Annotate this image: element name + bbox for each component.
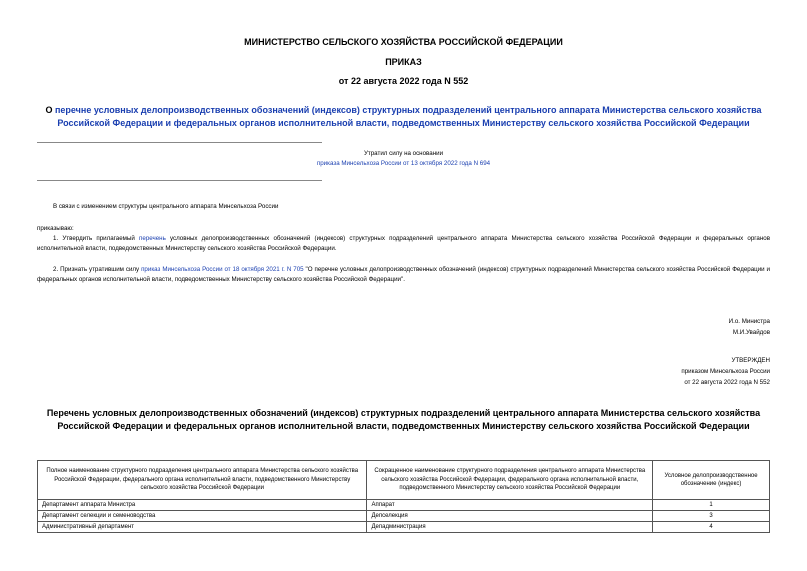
item-2-link[interactable]: приказ Минсельхоза России от 18 октября 2021 г. N 705 [141, 266, 304, 273]
approval-line-1: УТВЕРЖДЕН [731, 357, 770, 364]
table-row [38, 500, 770, 511]
title-prefix: О [45, 105, 55, 115]
document-title [0, 104, 807, 130]
item-2-text-before: 2. Признать утратившим силу [53, 266, 142, 273]
column-header-index: Условное делопроизводственное обозначение (индекс) [653, 461, 770, 500]
cell-index: 4 [653, 522, 770, 533]
item-2-paragraph [37, 265, 770, 285]
signature-block [729, 316, 770, 338]
item-1-text-after: условных делопроизводственных обозначений (индексов) структурных подразделений центрального аппарата Министерства сельского хозяйства Российской Федерации и федеральных органов исполнительной власти, подведомственных Министерству сельского хозяйства Российской Федерации. [37, 235, 771, 252]
cell-full-name: Административный департамент [38, 522, 367, 533]
cell-short-name: Депадминистрация [367, 522, 653, 533]
status-divider-bottom [37, 180, 322, 181]
cell-index: 3 [653, 511, 770, 522]
cell-short-name: Депселекция [367, 511, 653, 522]
table-row [38, 522, 770, 533]
ministry-heading: МИНИСТЕРСТВО СЕЛЬСКОГО ХОЗЯЙСТВА РОССИЙСКОЙ ФЕДЕРАЦИИ [244, 37, 563, 47]
approval-line-2: приказом Минсельхоза России [681, 368, 770, 375]
command-paragraph: приказываю: [37, 225, 74, 232]
cell-index: 1 [653, 500, 770, 511]
item-1-link[interactable]: перечень [139, 235, 166, 242]
table-header-row [38, 461, 770, 500]
signature-position: И.о. Министра [728, 318, 770, 325]
column-header-short-name: Сокращенное наименование структурного подразделения центрального аппарата Министерства сельского хозяйства Российской Федерации, федерального органа исполнительной власти, подведомственного Министерству сельского хозяйства Российской Федерации [367, 461, 653, 500]
status-note [240, 149, 567, 169]
cell-full-name: Департамент селекции и семеноводства [38, 511, 367, 522]
signature-name: М.И.Увайдов [732, 329, 770, 336]
item-1-text-before: 1. Утвердить прилагаемый [53, 235, 140, 242]
table-row [38, 511, 770, 522]
indexes-table [37, 460, 770, 533]
approval-line-3: от 22 августа 2022 года N 552 [684, 379, 770, 386]
title-link[interactable]: перечне условных делопроизводственных обозначений (индексов) структурных подразделений центрального аппарата Министерства сельского хозяйства Российской Федерации и федеральных органов исполнительной власти, подведомственных Министерству сельского хозяйства Российской Федерации [54, 105, 762, 128]
list-title: Перечень условных делопроизводственных обозначений (индексов) структурных подразделений центрального аппарата Министерства сельского хозяйства Российской Федерации и федеральных органов исполнительной власти, подведомственных Министерству сельского хозяйства Российской Федерации [46, 408, 761, 431]
document-date: от 22 августа 2022 года N 552 [338, 76, 469, 86]
status-link[interactable]: приказа Минсельхоза России от 13 октября 2022 года N 694 [316, 160, 491, 167]
item-2-text-after: "О перечне условных делопроизводственных обозначений (индексов) структурных подразделений Министерства сельского хозяйства Российской Федерации и федеральных органов исполнительной власти, подведомственных Министерству сельского хозяйства Российской Федерации". [37, 266, 770, 283]
status-text: Утратил силу на основании [363, 150, 444, 157]
item-1-paragraph [37, 234, 770, 254]
approval-block [681, 355, 770, 388]
status-divider-top [37, 142, 322, 143]
column-header-full-name: Полное наименование структурного подразделения центрального аппарата Министерства сельского хозяйства Российской Федерации, федерального органа исполнительной власти, подведомственного Министерству сельского хозяйства Российской Федерации [38, 461, 367, 500]
document-type: ПРИКАЗ [385, 57, 422, 67]
cell-full-name: Департамент аппарата Министра [38, 500, 367, 511]
intro-paragraph: В связи с изменением структуры центрального аппарата Минсельхоза России [53, 203, 279, 210]
cell-short-name: Аппарат [367, 500, 653, 511]
